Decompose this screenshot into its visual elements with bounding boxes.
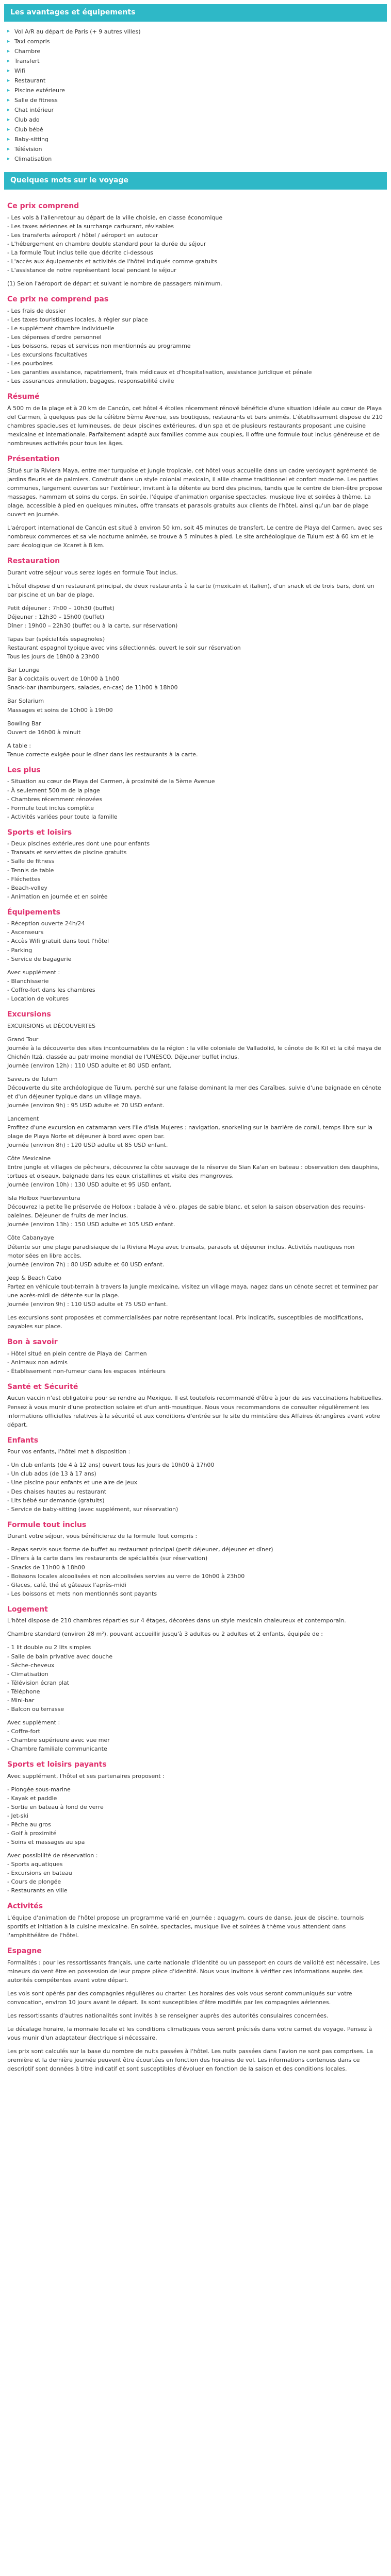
section-paragraph: Bowling Bar Ouvert de 16h00 à minuit [7,720,81,736]
section-paragraph: Chambre standard (environ 28 m²), pouvant accueillir jusqu'à 3 adultes ou 2 adultes et 2 enfants, équipée de : [7,1631,323,1638]
section-paragraph: Tapas bar (spécialités espagnoles) Restaurant espagnol typique avec vins sélectionnés, ouvert le soir sur réservation Tous les jours de 18h00 à 23h00 [7,636,241,660]
advantage-label: Chambre [14,47,41,55]
section-heading: Santé et Sécurité [7,1382,78,1391]
section-paragraph: Avec supplément, l'hôtel et ses partenaires proposent : [7,1772,165,1780]
bullet-icon: ▸ [7,58,10,64]
section-heading: Ce prix comprend [7,202,79,211]
bullet-icon: ▸ [7,126,10,132]
advantage-label: Vol A/R au départ de Paris (+ 9 autres villes) [14,28,141,35]
bullet-icon: ▸ [7,48,10,54]
section-paragraph: Situé sur la Riviera Maya, entre mer turquoise et jungle tropicale, cet hôtel vous accueille dans un cadre verdoyant agrémenté de jardins fleuris et de palmiers. Construit dans un style colonial mexicain, il allie charme traditionnel et confort moderne. Les parties communes, largement ouvertes sur l'extérieur, invitent à la détente au bord des piscines, tandis que le centre de bien-être propose massages, hammam et soins du corps. En soirée, l'équipe d'animation organise spectacles, musique live et soirées à thème. La plage, accessible à pied en quelques minutes, offre transats et parasols gratuits aux clients de l'hôtel, ainsi qu'un bar de plage ouvert en journée. [7,467,383,518]
section-heading: Ce prix ne comprend pas [7,295,109,304]
section-paragraph: Le décalage horaire, la monnaie locale et les conditions climatiques vous seront précisés dans votre carnet de voyage. Pensez à vous munir d'un adaptateur électrique si nécessaire. [7,2026,372,2042]
section-heading: Activités [7,1902,43,1911]
section-paragraph: Isla Holbox Fuerteventura Découvrez la petite île préservée de Holbox : balade à vélo, plages de sable blanc, et selon la saison observation des requins-baleines. Déjeuner de fruits de mer inclus. Journée (environ 13h) : 150 USD adulte et 105 USD enfant. [7,1195,366,1228]
advantage-label: Transfert [14,57,40,64]
section-heading: Résumé [7,393,40,401]
section-paragraph: - Réception ouverte 24h/24 - Ascenseurs - Accès Wifi gratuit dans tout l'hôtel - Parking - Service de bagagerie [7,920,109,962]
section-paragraph: Les vols sont opérés par des compagnies régulières ou charter. Les horaires des vols vous seront communiqués sur votre convocation, environ 10 jours avant le départ. Ils sont susceptibles d'être modifiés par les compagnies aériennes. [7,1990,352,2006]
section-paragraph: Durant votre séjour vous serez logés en formule Tout inclus. [7,569,178,576]
section-paragraph: Durant votre séjour, vous bénéficierez de la formule Tout compris : [7,1533,198,1540]
bullet-icon: ▸ [7,28,10,35]
bullet-icon: ▸ [7,156,10,162]
bullet-icon: ▸ [7,116,10,123]
section-paragraph: À 500 m de la plage et à 20 km de Cancún, cet hôtel 4 étoiles récemment rénové bénéficie d'une situation idéale au cœur de Playa del Carmen, à quelques pas de la célèbre 5ème Avenue, ses boutiques, restaurants et bars animés. L'établissement dispose de 210 chambres spacieuses et lumineuses, de deux piscines extérieures, d'un spa et de plusieurs restaurants proposant une cuisine mexicaine et internationale. Parfaitement adapté aux familles comme aux couples, il offre une formule tout inclus généreuse et de nombreuses activités pour tous les âges. [7,404,383,447]
advantage-item [7,66,384,76]
section-paragraph: Avec supplément : - Blanchisserie - Coffre-fort dans les chambres - Location de voitures [7,969,95,1002]
section-heading: Enfants [7,1436,39,1445]
section-paragraph: - Deux piscines extérieures dont une pour enfants - Transats et serviettes de piscine gratuits - Salle de fitness - Tennis de table - Fléchettes - Beach-volley - Animation en journée et en soirée [7,840,150,900]
section-paragraph: Côte Mexicaine Entre jungle et villages de pêcheurs, découvrez la côte sauvage de la réserve de Sian Ka'an en bateau : observation des dauphins, tortues et oiseaux, baignade dans les eaux cristallines et visite des mangroves. Journée (environ 10h) : 130 USD adulte et 95 USD enfant. [7,1155,380,1189]
section-paragraph: Les excursions sont proposées et commercialisées par notre représentant local. Prix indicatifs, susceptibles de modifications, payables sur place. [7,1314,364,1330]
section-paragraph: - Repas servis sous forme de buffet au restaurant principal (petit déjeuner, déjeuner et dîner) - Dîners à la carte dans les restaurants de spécialités (sur réservation) - Snacks de 11h00 à 18h00 - Boissons locales alcoolisées et non alcoolisées servies au verre de 10h00 à 23h00 - Glaces, café, thé et gâteaux l'après-midi - Les boissons et mets non mentionnés sont payants [7,1546,273,1597]
section-paragraph: - Les frais de dossier - Les taxes touristiques locales, à régler sur place - Le supplément chambre individuelle - Les dépenses d'ordre personnel - Les boissons, repas et services non mentionnés au programme - Les excursions facultatives - Les pourboires - Les garanties assistance, rapatriement, frais médicaux et d'hospitalisation, assistance juridique et pénale - Les assurances annulation, bagages, responsabilité civile [7,307,312,385]
advantage-label: Chat intérieur [14,107,54,114]
section-heading: Restauration [7,557,60,566]
section-paragraph: L'hôtel dispose d'un restaurant principal, de deux restaurants à la carte (mexicain et italien), d'un snack et de trois bars, dont un bar piscine et un bar de plage. [7,582,374,599]
section-heading: Présentation [7,455,60,464]
section-paragraph: - Plongée sous-marine - Kayak et paddle - Sortie en bateau à fond de verre - Jet-ski - Pêche au gros - Golf à proximité - Soins et massages au spa [7,1786,104,1846]
section-paragraph: A table : Tenue correcte exigée pour le dîner dans les restaurants à la carte. [7,742,198,758]
section-paragraph: - Un club enfants (de 4 à 12 ans) ouvert tous les jours de 10h00 à 17h00 - Un club ados (de 13 à 17 ans) - Une piscine pour enfants et une aire de jeux - Des chaises hautes au restaurant - Lits bébé sur demande (gratuits) - Service de baby-sitting (avec supplément, sur réservation) [7,1462,215,1513]
section-paragraph: L'hôtel dispose de 210 chambres réparties sur 4 étages, décorées dans un style mexicain chaleureux et contemporain. [7,1617,346,1624]
advantage-item [7,144,384,154]
bullet-icon: ▸ [7,107,10,113]
advantages-list [0,25,391,167]
section-paragraph: Avec possibilité de réservation : - Sports aquatiques - Excursions en bateau - Cours de plongée - Restaurants en ville [7,1852,98,1894]
section-paragraph: L'équipe d'animation de l'hôtel propose un programme varié en journée : aquagym, cours de danse, jeux de piscine, tournois sportifs et initiation à la cuisine mexicaine. En soirée, spectacles, musique live et soirées à thème vous attendent dans l'amphithéâtre de l'hôtel. [7,1914,364,1939]
section-paragraph: Avec supplément : - Coffre-fort - Chambre supérieure avec vue mer - Chambre familiale communicante [7,1719,110,1752]
section-paragraph: - Les vols à l'aller-retour au départ de la ville choisie, en classe économique - Les taxes aériennes et la surcharge carburant, révisables - Les transferts aéroport / hôtel / aéroport en autocar - L'hébergement en chambre double standard pour la durée du séjour - La formule Tout inclus telle que décrite ci-dessous - L'accès aux équipements et activités de l'hôtel indiqués comme gratuits - L'assistance de notre représentant local pendant le séjour [7,214,223,274]
advantage-item [7,95,384,105]
section-heading: Formule tout inclus [7,1520,87,1529]
advantage-item [7,134,384,144]
advantage-label: Taxi compris [14,38,50,45]
section-paragraph: Aucun vaccin n'est obligatoire pour se rendre au Mexique. Il est toutefois recommandé d'être à jour de ses vaccinations habituelles. Pensez à vous munir d'une protection solaire et d'un anti-moustique. Nous vous recommandons de consulter régulièrement les informations officielles relatives à la sécurité et aux conditions d'entrée sur le site du ministère des Affaires étrangères avant votre départ. [7,1395,383,1428]
section-paragraph: (1) Selon l'aéroport de départ et suivant le nombre de passagers minimum. [7,280,222,287]
bullet-icon: ▸ [7,87,10,93]
advantages-header [4,4,387,22]
advantage-label: Club ado [14,116,40,124]
advantage-item [7,27,384,37]
section-heading: Bon à savoir [7,1337,58,1346]
advantage-label: Club bébé [14,126,43,133]
advantage-item [7,115,384,125]
section-paragraph: Bar Lounge Bar à cocktails ouvert de 10h00 à 1h00 Snack-bar (hamburgers, salades, en-cas) de 11h00 à 18h00 [7,667,178,691]
advantage-item [7,154,384,164]
bullet-icon: ▸ [7,38,10,44]
advantage-item [7,56,384,66]
section-paragraph: Bar Solarium Massages et soins de 10h00 à 19h00 [7,698,113,714]
bullet-icon: ▸ [7,146,10,152]
section-paragraph: - Situation au cœur de Playa del Carmen, à proximité de la 5ème Avenue - À seulement 500 m de la plage - Chambres récemment rénovées - Formule tout inclus complète - Activités variées pour toute la famille [7,778,215,820]
section-paragraph: Les prix sont calculés sur la base du nombre de nuits passées à l'hôtel. Les nuits passées dans l'avion ne sont pas comprises. La première et la dernière journée peuvent être écourtées en fonction des horaires de vol. Les informations contenues dans ce descriptif sont données à titre indicatif et sont susceptibles d'évoluer en fonction de la saison et des conditions locales. [7,2048,373,2073]
advantage-item [7,37,384,46]
section-heading: Sports et loisirs payants [7,1760,107,1769]
section-paragraph: Saveurs de Tulum Découverte du site archéologique de Tulum, perché sur une falaise dominant la mer des Caraïbes, suivie d'une baignade en cénote et d'un déjeuner typique dans un village maya. Journée (environ 9h) : 95 USD adulte et 70 USD enfant. [7,1075,381,1109]
section-paragraph: Grand Tour Journée à la découverte des sites incontournables de la région : la ville coloniale de Valladolid, le cénote de Ik Kil et la cité maya de Chichén Itzá, classée au patrimoine mondial de l'UNESCO. Déjeuner buffet inclus. Journée (environ 12h) : 110 USD adulte et 80 USD enfant. [7,1036,381,1069]
advantage-label: Restaurant [14,77,46,84]
bullet-icon: ▸ [7,77,10,83]
advantage-label: Wifi [14,67,25,74]
section-paragraph: Petit déjeuner : 7h00 – 10h30 (buffet) Déjeuner : 12h30 – 15h00 (buffet) Dîner : 19h00 – 22h30 (buffet ou à la carte, sur réservation) [7,605,178,630]
words-header [4,172,387,190]
advantage-label: Télévision [14,146,42,153]
section-paragraph: Lancement Profitez d'une excursion en catamaran vers l'île d'Isla Mujeres : navigation, snorkeling sur la barrière de corail, temps libre sur la plage de Playa Norte et déjeuner à bord avec open bar. Journée (environ 8h) : 120 USD adulte et 85 USD enfant. [7,1115,372,1149]
advantage-item [7,86,384,95]
section-heading: Logement [7,1605,48,1614]
advantage-item [7,76,384,86]
advantage-label: Baby-sitting [14,136,48,143]
section-paragraph: Côte Cabanyaye Détente sur une plage paradisiaque de la Riviera Maya avec transats, parasols et déjeuner inclus. Activités nautiques non motorisées en libre accès. Journée (environ 7h) : 80 USD adulte et 60 USD enfant. [7,1234,355,1268]
section-heading: Les plus [7,766,41,774]
advantage-label: Piscine extérieure [14,87,66,94]
section-paragraph: - 1 lit double ou 2 lits simples - Salle de bain privative avec douche - Sèche-cheveux - Climatisation - Télévision écran plat - Téléphone - Mini-bar - Balcon ou terrasse [7,1644,113,1713]
advantages-title: Les avantages et équipements [10,8,136,16]
words-title: Quelques mots sur le voyage [10,176,129,185]
bullet-icon: ▸ [7,136,10,142]
section-paragraph: L'aéroport international de Cancún est situé à environ 50 km, soit 45 minutes de transfert. Le centre de Playa del Carmen, avec ses nombreux commerces et sa vie nocturne animée, se trouve à 5 minutes à pied. Le site archéologique de Tulum est à 60 km et le parc écologique de Xcaret à 8 km. [7,524,382,549]
section-paragraph: Pour vos enfants, l'hôtel met à disposition : [7,1448,131,1455]
section-heading: Excursions [7,1010,51,1019]
section-paragraph: Formalités : pour les ressortissants français, une carte nationale d'identité ou un passeport en cours de validité est nécessaire. Les mineurs doivent être en possession de leur propre pièce d'identité. Nous vous invitons à vérifier ces informations auprès des autorités compétentes avant votre départ. [7,1959,380,1984]
section-heading: Équipements [7,908,60,917]
words-content [0,193,391,2073]
advantage-item [7,105,384,115]
advantage-label: Salle de fitness [14,97,58,104]
section-paragraph: - Hôtel situé en plein centre de Playa del Carmen - Animaux non admis - Établissement non-fumeur dans les espaces intérieurs [7,1350,166,1375]
section-paragraph: Les ressortissants d'autres nationalités sont invités à se renseigner auprès des autorités consulaires concernées. [7,2012,329,2020]
bullet-icon: ▸ [7,67,10,74]
advantage-label: Climatisation [14,156,52,163]
section-heading: Espagne [7,1947,42,1956]
section-heading: Sports et loisirs [7,828,72,837]
bullet-icon: ▸ [7,97,10,103]
advantage-item [7,46,384,56]
advantage-item [7,125,384,134]
section-paragraph: EXCURSIONS et DÉCOUVERTES [7,1022,96,1029]
section-paragraph: Jeep & Beach Cabo Partez en véhicule tout-terrain à travers la jungle mexicaine, visitez un village maya, nagez dans un cénote secret et terminez par une après-midi de détente sur la plage. Journée (environ 9h) : 110 USD adulte et 75 USD enfant. [7,1274,379,1308]
